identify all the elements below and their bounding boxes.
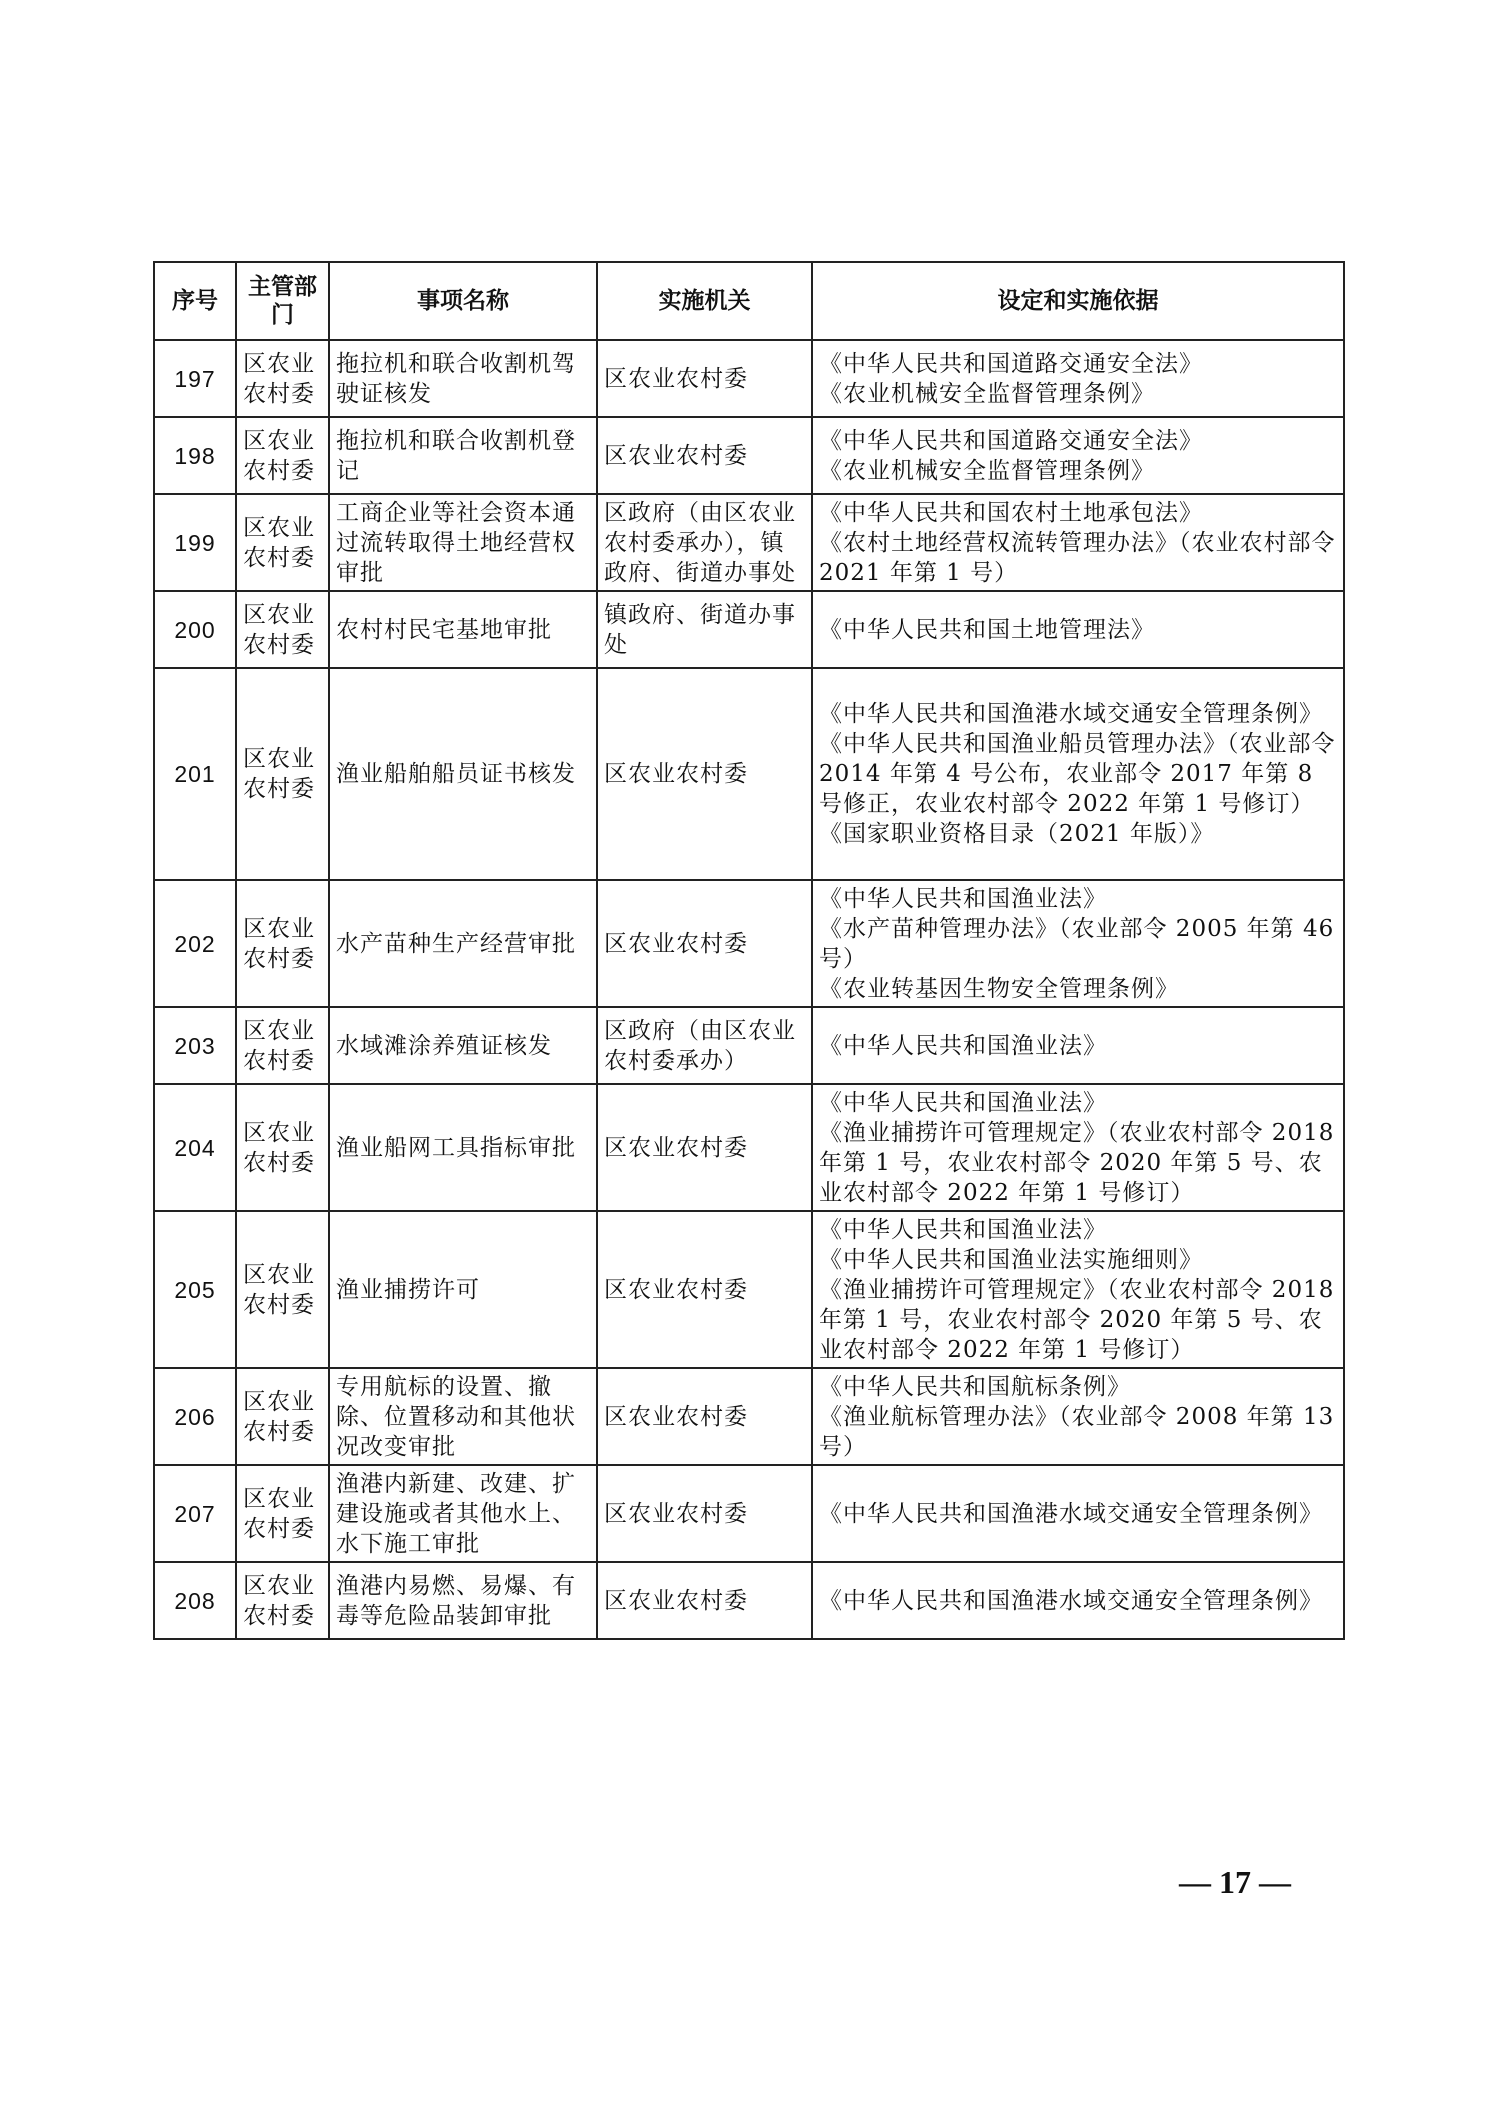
row-agency: 区农业农村委 [597,1211,812,1368]
table-row [154,1465,1344,1562]
row-department: 区农业农村委 [236,668,329,880]
row-agency: 区农业农村委 [597,417,812,494]
items-table [153,261,1345,1640]
row-basis [812,340,1344,417]
row-department: 区农业农村委 [236,1211,329,1368]
row-number: 200 [154,591,236,668]
table-row [154,880,1344,1007]
row-basis [812,591,1344,668]
row-number: 201 [154,668,236,880]
table-row [154,1084,1344,1211]
row-basis [812,494,1344,591]
table-row [154,1562,1344,1639]
row-number: 208 [154,1562,236,1639]
row-number: 197 [154,340,236,417]
row-basis [812,1211,1344,1368]
row-basis [812,1465,1344,1562]
table-row [154,417,1344,494]
header-agency: 实施机关 [597,262,812,340]
row-department: 区农业农村委 [236,340,329,417]
row-item-name: 专用航标的设置、撤除、位置移动和其他状况改变审批 [329,1368,597,1465]
row-number: 204 [154,1084,236,1211]
row-department: 区农业农村委 [236,494,329,591]
basis-line: 《中华人民共和国渔港水域交通安全管理条例》 [819,1500,1323,1527]
row-department: 区农业农村委 [236,1084,329,1211]
basis-line: 《中华人民共和国渔港水域交通安全管理条例》 [819,701,1323,727]
basis-line: 《渔业捕捞许可管理规定》（农业农村部令 2018 年第 1 号，农业农村部令 2020 年第 5 号、农业农村部令 2022 年第 1 号修订） [819,1119,1335,1206]
row-basis [812,668,1344,880]
row-agency: 区政府（由区农业农村委承办），镇政府、街道办事处 [597,494,812,591]
row-basis [812,1562,1344,1639]
row-item-name: 农村村民宅基地审批 [329,591,597,668]
table-row [154,1211,1344,1368]
row-item-name: 渔业船网工具指标审批 [329,1084,597,1211]
row-number: 203 [154,1007,236,1084]
row-item-name: 渔港内新建、改建、扩建设施或者其他水上、水下施工审批 [329,1465,597,1562]
row-number: 202 [154,880,236,1007]
table-row [154,1007,1344,1084]
basis-line: 《中华人民共和国渔业法》 [819,885,1107,912]
row-agency: 区农业农村委 [597,340,812,417]
header-basis: 设定和实施依据 [812,262,1344,340]
row-item-name: 渔业船舶船员证书核发 [329,668,597,880]
table-row [154,1368,1344,1465]
row-agency: 区农业农村委 [597,1562,812,1639]
basis-line: 《中华人民共和国道路交通安全法》 [819,427,1203,454]
basis-line: 《中华人民共和国渔业法》 [819,1032,1107,1059]
basis-line: 《农业机械安全监督管理条例》 [819,457,1155,484]
basis-line: 《中华人民共和国渔业法实施细则》 [819,1246,1203,1273]
row-department: 区农业农村委 [236,417,329,494]
basis-line: 《中华人民共和国渔业船员管理办法》（农业部令 2014 年第 4 号公布，农业部令 2017 年第 8 号修正，农业农村部令 2022 年第 1 号修订） [819,731,1336,817]
row-item-name: 工商企业等社会资本通过流转取得土地经营权审批 [329,494,597,591]
basis-line: 《农村土地经营权流转管理办法》（农业农村部令 2021 年第 1 号） [819,529,1336,586]
header-no: 序号 [154,262,236,340]
table-row [154,494,1344,591]
row-item-name: 渔业捕捞许可 [329,1211,597,1368]
row-agency: 区农业农村委 [597,668,812,880]
row-agency: 镇政府、街道办事处 [597,591,812,668]
row-agency: 区农业农村委 [597,1084,812,1211]
row-basis [812,417,1344,494]
basis-line: 《中华人民共和国道路交通安全法》 [819,350,1203,377]
basis-line: 《国家职业资格目录（2021 年版）》 [819,821,1215,847]
basis-line: 《中华人民共和国土地管理法》 [819,616,1155,643]
row-department: 区农业农村委 [236,1368,329,1465]
row-item-name: 水产苗种生产经营审批 [329,880,597,1007]
row-basis [812,1084,1344,1211]
row-department: 区农业农村委 [236,1562,329,1639]
row-department: 区农业农村委 [236,880,329,1007]
basis-line: 《中华人民共和国渔业法》 [819,1089,1107,1116]
page-number: — 17 — [1179,1864,1291,1900]
table-row [154,591,1344,668]
row-agency: 区农业农村委 [597,880,812,1007]
basis-line: 《水产苗种管理办法》（农业部令 2005 年第 46 号） [819,915,1335,972]
table-row [154,668,1344,880]
row-item-name: 拖拉机和联合收割机登记 [329,417,597,494]
basis-line: 《中华人民共和国航标条例》 [819,1373,1131,1400]
row-basis [812,1007,1344,1084]
row-basis [812,1368,1344,1465]
header-name: 事项名称 [329,262,597,340]
basis-line: 《渔业航标管理办法》（农业部令 2008 年第 13 号） [819,1403,1335,1460]
header-dept: 主管部门 [236,262,329,340]
row-agency: 区农业农村委 [597,1465,812,1562]
table-body [154,340,1344,1639]
basis-line: 《中华人民共和国农村土地承包法》 [819,499,1203,526]
row-agency: 区政府（由区农业农村委承办） [597,1007,812,1084]
row-number: 198 [154,417,236,494]
row-department: 区农业农村委 [236,1465,329,1562]
basis-line: 《农业转基因生物安全管理条例》 [819,975,1179,1002]
table-header-row [154,262,1344,340]
row-department: 区农业农村委 [236,1007,329,1084]
row-number: 199 [154,494,236,591]
row-department: 区农业农村委 [236,591,329,668]
basis-line: 《中华人民共和国渔业法》 [819,1216,1107,1243]
row-item-name: 渔港内易燃、易爆、有毒等危险品装卸审批 [329,1562,597,1639]
row-number: 205 [154,1211,236,1368]
basis-line: 《农业机械安全监督管理条例》 [819,380,1155,407]
basis-line: 《渔业捕捞许可管理规定》（农业农村部令 2018 年第 1 号，农业农村部令 2020 年第 5 号、农业农村部令 2022 年第 1 号修订） [819,1276,1335,1363]
row-item-name: 拖拉机和联合收割机驾驶证核发 [329,340,597,417]
row-number: 207 [154,1465,236,1562]
row-agency: 区农业农村委 [597,1368,812,1465]
basis-line: 《中华人民共和国渔港水域交通安全管理条例》 [819,1587,1323,1614]
row-item-name: 水域滩涂养殖证核发 [329,1007,597,1084]
row-number: 206 [154,1368,236,1465]
table-row [154,340,1344,417]
row-basis [812,880,1344,1007]
